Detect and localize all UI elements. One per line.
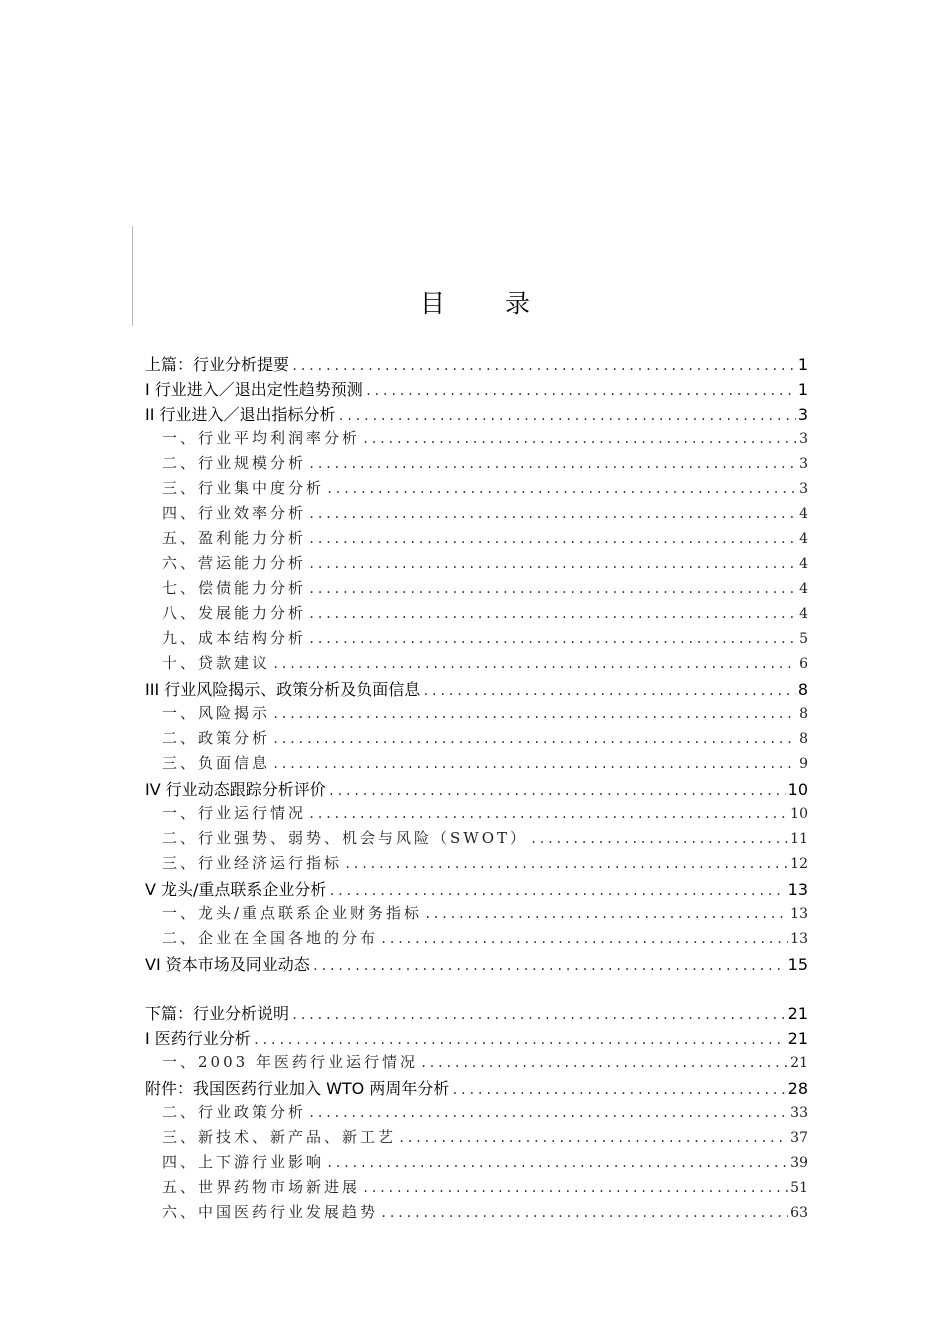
dot-leader — [326, 1156, 788, 1170]
toc-entry-label: 三、行业经济运行指标 — [162, 854, 343, 872]
toc-entry-label: IV 行业动态跟踪分析评价 — [145, 780, 326, 799]
toc-entry-page-number: 3 — [799, 431, 808, 447]
toc-entry[interactable] — [145, 352, 808, 377]
toc-entry[interactable] — [145, 1026, 808, 1051]
toc-entry-label: 一、行业平均利润率分析 — [162, 429, 361, 447]
dot-leader — [312, 959, 786, 973]
toc-entry-label: 六、营运能力分析 — [162, 554, 307, 572]
dot-leader — [451, 1083, 785, 1097]
dot-leader — [308, 557, 797, 571]
toc-entry-page-number: 13 — [787, 880, 808, 899]
toc-entry-page-number: 4 — [799, 556, 808, 572]
section-spacer — [145, 977, 808, 1001]
dot-leader — [308, 1106, 788, 1120]
toc-entry[interactable] — [145, 1126, 808, 1151]
toc-entry[interactable] — [145, 852, 808, 877]
toc-entry-label: 九、成本结构分析 — [162, 629, 307, 647]
toc-entry[interactable] — [145, 452, 808, 477]
toc-entry[interactable] — [145, 927, 808, 952]
toc-entry-label: 四、行业效率分析 — [162, 504, 307, 522]
toc-entry-page-number: 21 — [787, 1004, 808, 1023]
toc-entry[interactable] — [145, 827, 808, 852]
toc-entry-page-number: 13 — [790, 906, 808, 922]
dot-leader — [308, 532, 797, 546]
toc-entry-page-number: 4 — [799, 506, 808, 522]
toc-entry-page-number: 33 — [790, 1105, 808, 1121]
dot-leader — [338, 409, 796, 423]
toc-entry-page-number: 28 — [787, 1079, 808, 1098]
toc-entry-label: 一、行业运行情况 — [162, 804, 307, 822]
toc-entry-label: 十、贷款建议 — [162, 654, 271, 672]
toc-entry[interactable] — [145, 602, 808, 627]
toc-entry[interactable] — [145, 652, 808, 677]
toc-entry-label: 一、2003 年医药行业运行情况 — [162, 1053, 418, 1071]
page-title: 目 录 — [420, 289, 556, 318]
toc-entry-page-number: 8 — [797, 680, 808, 699]
dot-leader — [308, 607, 797, 621]
toc-entry-page-number: 15 — [787, 955, 808, 974]
toc-entry[interactable] — [145, 527, 808, 552]
toc-upper-section — [145, 352, 808, 977]
toc-entry-label: 二、企业在全国各地的分布 — [162, 929, 379, 947]
toc-entry-label: VI 资本市场及同业动态 — [145, 955, 310, 974]
dot-leader — [308, 807, 788, 821]
toc-entry[interactable] — [145, 777, 808, 802]
table-of-contents — [145, 352, 808, 1226]
dot-leader — [362, 432, 797, 446]
toc-entry-page-number: 37 — [790, 1130, 808, 1146]
toc-entry-label: 六、中国医药行业发展趋势 — [162, 1203, 379, 1221]
toc-entry[interactable] — [145, 1076, 808, 1101]
toc-entry-label: 四、上下游行业影响 — [162, 1153, 325, 1171]
toc-entry[interactable] — [145, 427, 808, 452]
dot-leader — [291, 1008, 786, 1022]
toc-entry-label: I 行业进入／退出定性趋势预测 — [145, 380, 363, 399]
toc-entry[interactable] — [145, 1001, 808, 1026]
toc-entry[interactable] — [145, 1151, 808, 1176]
dot-leader — [424, 907, 788, 921]
toc-entry-page-number: 8 — [799, 731, 808, 747]
toc-entry-page-number: 4 — [799, 606, 808, 622]
toc-entry-page-number: 3 — [799, 456, 808, 472]
toc-entry-label: III 行业风险揭示、政策分析及负面信息 — [145, 680, 421, 699]
dot-leader — [398, 1131, 788, 1145]
dot-leader — [272, 757, 797, 771]
dot-leader — [272, 732, 797, 746]
toc-entry-page-number: 1 — [797, 355, 808, 374]
toc-entry[interactable] — [145, 552, 808, 577]
toc-entry-label: 三、新技术、新产品、新工艺 — [162, 1128, 397, 1146]
toc-entry-label: 一、龙头/重点联系企业财务指标 — [162, 904, 423, 922]
dot-leader — [326, 482, 797, 496]
toc-entry-label: 五、盈利能力分析 — [162, 529, 307, 547]
toc-entry-label: I 医药行业分析 — [145, 1029, 251, 1048]
toc-entry-page-number: 11 — [790, 831, 808, 847]
dot-leader — [362, 1181, 788, 1195]
toc-entry-label: 上篇：行业分析提要 — [145, 355, 290, 374]
toc-entry-label: V 龙头/重点联系企业分析 — [145, 880, 327, 899]
toc-entry[interactable] — [145, 1051, 808, 1076]
toc-entry[interactable] — [145, 752, 808, 777]
toc-entry-label: 一、风险揭示 — [162, 704, 271, 722]
toc-entry-page-number: 1 — [797, 380, 808, 399]
dot-leader — [308, 632, 797, 646]
dot-leader — [380, 1206, 788, 1220]
toc-entry[interactable] — [145, 902, 808, 927]
toc-entry[interactable] — [145, 952, 808, 977]
toc-entry-page-number: 9 — [799, 756, 808, 772]
dot-leader — [328, 784, 786, 798]
toc-entry[interactable] — [145, 402, 808, 427]
toc-entry[interactable] — [145, 477, 808, 502]
dot-leader — [308, 582, 797, 596]
toc-entry-page-number: 3 — [797, 405, 808, 424]
toc-entry-page-number: 5 — [799, 631, 808, 647]
toc-entry[interactable] — [145, 727, 808, 752]
dot-leader — [530, 832, 788, 846]
toc-entry-label: 八、发展能力分析 — [162, 604, 307, 622]
toc-entry-page-number: 21 — [790, 1055, 808, 1071]
toc-entry-label: 七、偿债能力分析 — [162, 579, 307, 597]
toc-entry[interactable] — [145, 627, 808, 652]
dot-leader — [272, 657, 797, 671]
toc-entry[interactable] — [145, 702, 808, 727]
toc-entry-label: 下篇：行业分析说明 — [145, 1004, 290, 1023]
toc-entry-page-number: 51 — [790, 1180, 808, 1196]
toc-entry[interactable] — [145, 502, 808, 527]
toc-entry[interactable] — [145, 1201, 808, 1226]
toc-entry[interactable] — [145, 577, 808, 602]
toc-entry-page-number: 4 — [799, 531, 808, 547]
toc-entry-label: 二、政策分析 — [162, 729, 271, 747]
toc-entry-label: 二、行业规模分析 — [162, 454, 307, 472]
toc-entry-page-number: 3 — [799, 481, 808, 497]
toc-entry-label: 附件：我国医药行业加入 WTO 两周年分析 — [145, 1079, 450, 1098]
toc-lower-section — [145, 1001, 808, 1226]
dot-leader — [308, 507, 797, 521]
toc-entry-label: 三、负面信息 — [162, 754, 271, 772]
toc-entry-label: 二、行业强势、弱势、机会与风险（SWOT） — [162, 829, 528, 847]
dot-leader — [308, 457, 797, 471]
dot-leader — [272, 707, 797, 721]
dot-leader — [328, 884, 785, 898]
toc-entry[interactable] — [145, 1101, 808, 1126]
dot-leader — [380, 932, 788, 946]
dot-leader — [344, 857, 788, 871]
toc-entry-page-number: 21 — [787, 1029, 808, 1048]
toc-entry-page-number: 13 — [790, 931, 808, 947]
toc-entry[interactable] — [145, 802, 808, 827]
toc-entry[interactable] — [145, 377, 808, 402]
dot-leader — [422, 684, 796, 698]
toc-entry-page-number: 10 — [787, 780, 808, 799]
toc-entry-page-number: 6 — [799, 656, 808, 672]
dot-leader — [420, 1056, 788, 1070]
toc-entry-label: 五、世界药物市场新进展 — [162, 1178, 361, 1196]
toc-entry-page-number: 4 — [799, 581, 808, 597]
toc-entry-page-number: 63 — [790, 1205, 808, 1221]
toc-entry-page-number: 12 — [790, 856, 808, 872]
dot-leader — [291, 359, 796, 373]
toc-entry-label: 二、行业政策分析 — [162, 1103, 307, 1121]
toc-entry[interactable] — [145, 1176, 808, 1201]
toc-entry-page-number: 39 — [790, 1155, 808, 1171]
toc-entry[interactable] — [145, 677, 808, 702]
toc-entry-page-number: 8 — [799, 706, 808, 722]
toc-entry-label: II 行业进入／退出指标分析 — [145, 405, 336, 424]
dot-leader — [365, 384, 796, 398]
dot-leader — [253, 1033, 786, 1047]
toc-entry-label: 三、行业集中度分析 — [162, 479, 325, 497]
toc-entry[interactable] — [145, 877, 808, 902]
toc-entry-page-number: 10 — [790, 806, 808, 822]
